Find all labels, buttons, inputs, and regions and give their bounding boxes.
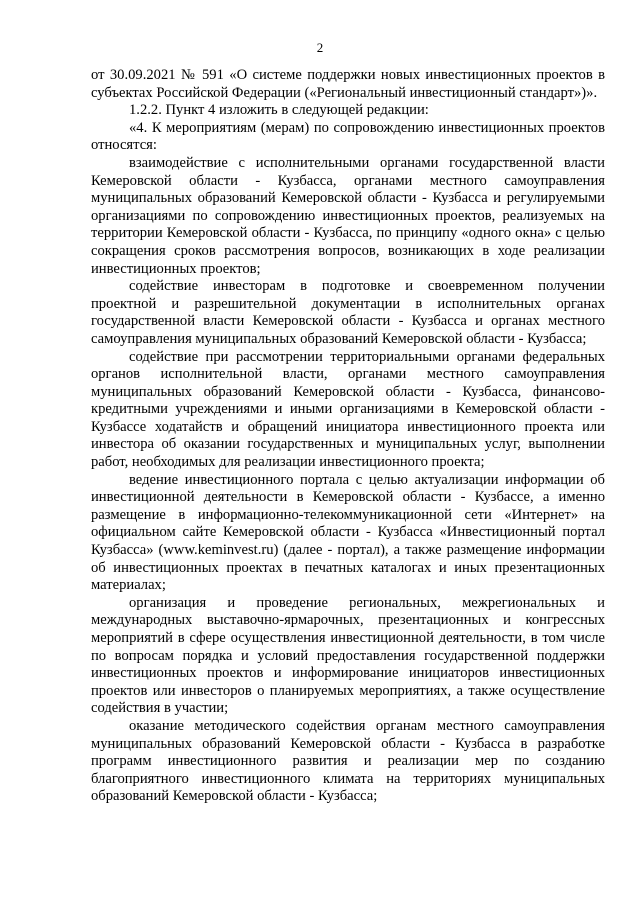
paragraph-petition-support: содействие при рассмотрении территориальными органами федеральных органов исполнительной власти, органами местного самоуправления муниципальных образований Кемеровской области - Кузбасса, финансово-кредитными учреждениями и иными организациями в Кемеровской области - Кузбассе ходатайств и обращений инициатора инвестиционного проекта или инвестора об оказании государственных и муниципальных услуг, выполнении работ, необходимых для реализации инвестиционного проекта; [91,348,605,471]
paragraph-methodical-support: оказание методического содействия органам местного самоуправления муниципальных образований Кемеровской области - Кузбасса в разработке программ инвестиционного развития и реализации мер по созданию благоприятного инвестиционного климата на территориях муниципальных образований Кемеровской области - Кузбасса; [91,717,605,805]
paragraph-documentation-support: содействие инвесторам в подготовке и своевременном получении проектной и разрешительной документации в исполнительных органах государственной власти Кемеровской области - Кузбасса и органах местного самоуправления муниципальных образований Кемеровской области - Кузбасса; [91,278,605,347]
paragraph-exhibitions: организация и проведение региональных, межрегиональных и международных выставочно-ярмарочных, презентационных и конгрессных мероприятий в сфере осуществления инвестиционной деятельности, в том числе по вопросам порядка и условий предоставления государственной поддержки инвестиционных проектов и информирование инициаторов инвестиционных проектов или инвесторов о планируемых мероприятиях, а также осуществление содействия в участии; [91,594,605,717]
paragraph-continuation: от 30.09.2021 № 591 «О системе поддержки новых инвестиционных проектов в субъектах Российской Федерации («Региональный инвестиционный стандарт»)». [91,67,605,101]
paragraph-item-4-intro: «4. К мероприятиям (мерам) по сопровождению инвестиционных проектов относятся: [91,119,605,154]
paragraph-clause-1-2-2: 1.2.2. Пункт 4 изложить в следующей редакции: [129,102,429,119]
paragraph-interaction: взаимодействие с исполнительными органами государственной власти Кемеровской области - Кузбасса, органами местного самоуправления муниципальных образований Кемеровской области - Кузбасса и регулируемыми организациями по сопровождению инвестиционных проектов, реализуемых на территории Кемеровской области - Кузбасса, по принципу «одного окна» с целью сокращения сроков рассмотрения вопросов, возникающих в ходе реализации инвестиционных проектов; [91,154,605,277]
page-number: 2 [316,40,324,55]
document-body [91,67,605,806]
paragraph-investment-portal: ведение инвестиционного портала с целью актуализации информации об инвестиционной деятельности в Кемеровской области - Кузбассе, а именно размещение в информационно-телекоммуникационной сети «Интернет» на официальном сайте Кемеровской области - Кузбасса «Инвестиционный портал Кузбасса» (www.keminvest.ru) (далее - портал), а также размещение информации об инвестиционных проектах в печатных каталогах и иных презентационных материалах; [91,471,605,594]
